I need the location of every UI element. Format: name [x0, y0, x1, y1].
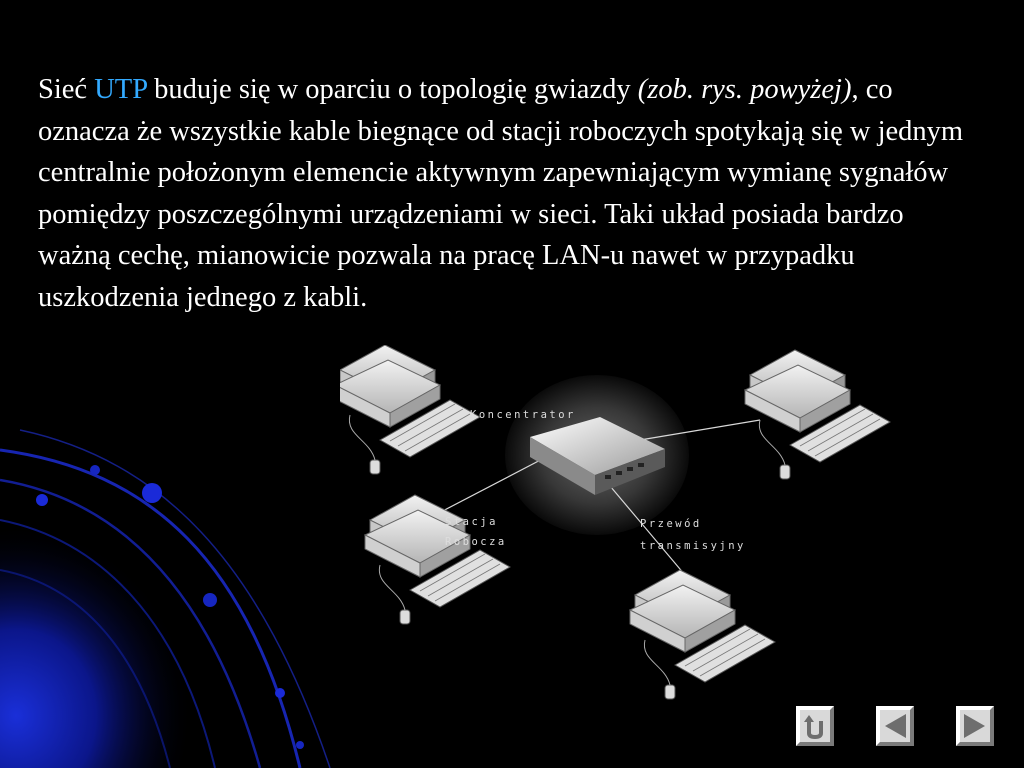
- triangle-right-icon: [956, 706, 994, 746]
- figure-reference: (zob. rys. powyżej): [637, 74, 852, 105]
- station-label-2: Robocza: [445, 536, 507, 548]
- text-part-3: , co oznacza że wszystkie kable biegnące od stacji roboczych spotykają się w jednym centralnie położonym elemencie aktywnym zapewniającym wymianę sygnałów pomiędzy poszczególnymi urządzeniami w sieci. Taki układ posiada bardzo ważną cechę, mianowicie pozwala na pracę LAN-u nawet w przypadku uszkodzenia jednego z kabli.: [38, 74, 964, 313]
- utp-term: UTP: [94, 74, 147, 105]
- text-part-1: Sieć: [38, 74, 95, 105]
- station-label-1: Stacja: [445, 516, 498, 528]
- body-paragraph: [38, 69, 978, 318]
- previous-button[interactable]: [876, 706, 914, 746]
- cable-label-1: Przewód: [640, 518, 702, 530]
- return-button[interactable]: [796, 706, 834, 746]
- text-part-2: buduje się w oparciu o topologię gwiazdy: [147, 74, 638, 105]
- return-arrow-icon: [796, 706, 834, 746]
- workstation: [340, 345, 480, 474]
- star-topology-diagram: [340, 345, 940, 725]
- cable-label-2: transmisyjny: [640, 540, 746, 552]
- triangle-left-icon: [876, 706, 914, 746]
- hub-label: Koncentrator: [470, 409, 576, 421]
- next-button[interactable]: [956, 706, 994, 746]
